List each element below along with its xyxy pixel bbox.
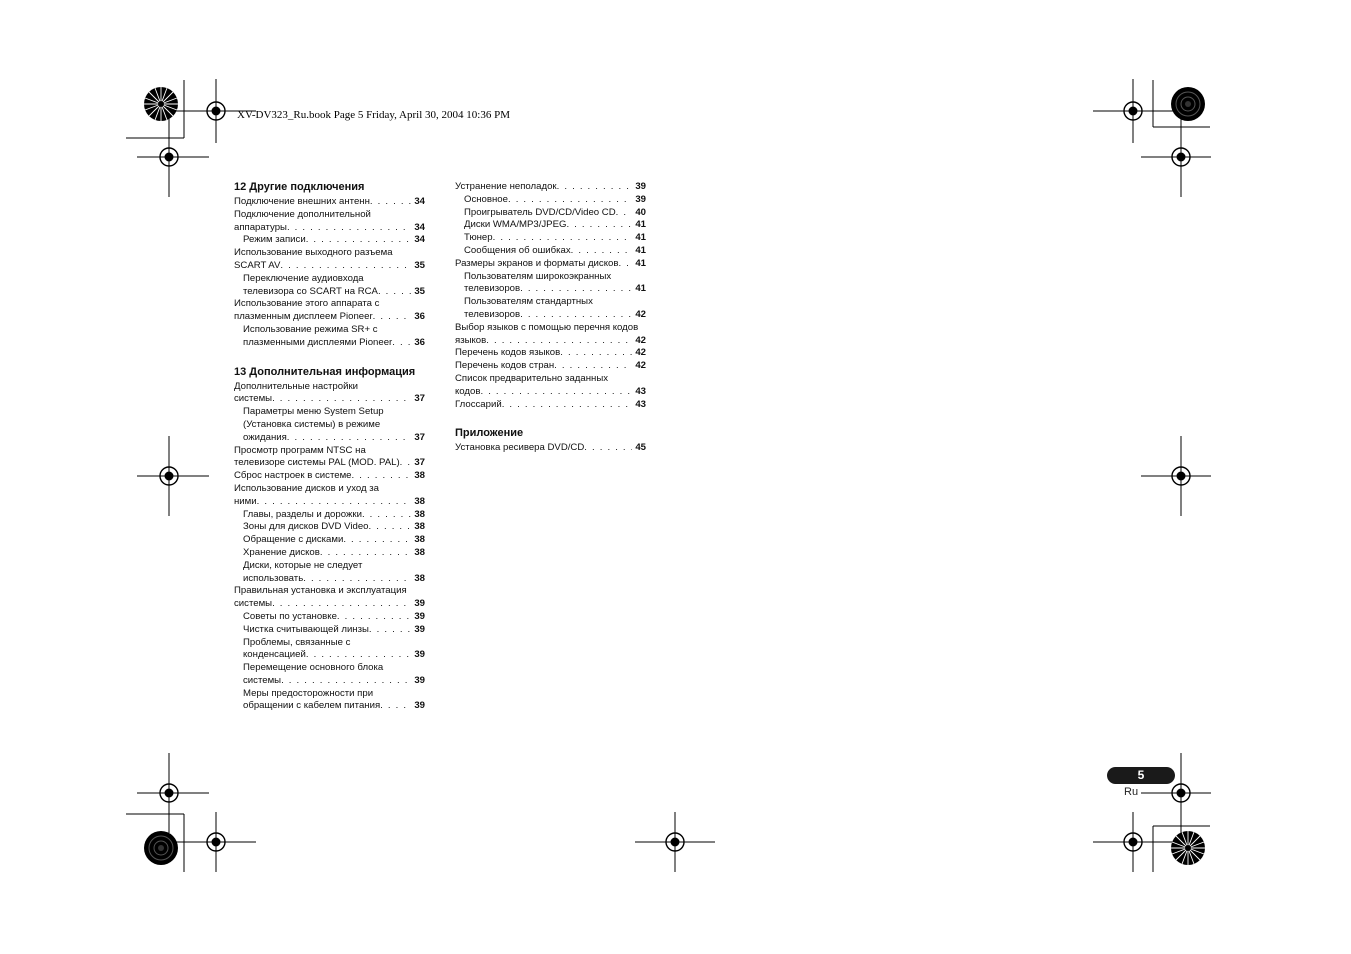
leader-dots xyxy=(303,573,411,586)
toc-entry-text: ними xyxy=(234,495,257,507)
toc-entry-text: Пользователям широкоэкранных xyxy=(464,270,612,282)
toc-entry-text: Режим записи xyxy=(243,234,306,246)
toc-page-number: 37 xyxy=(414,393,425,405)
toc-entry-text: Перечень кодов языков xyxy=(455,347,561,359)
toc-entry-text: Диски, которые не следует xyxy=(243,559,363,571)
toc-entry-text: системы xyxy=(234,393,273,405)
toc-entry-text: ожидания xyxy=(243,431,287,443)
toc-entry xyxy=(234,509,425,522)
toc-entry xyxy=(234,521,425,534)
toc-page-number: 35 xyxy=(414,285,425,297)
toc-entry-text: телевизоре системы PAL (MOD. PAL) xyxy=(234,457,400,469)
toc-entry-text: Правильная установка и эксплуатация xyxy=(234,585,407,597)
leader-dots xyxy=(320,547,411,560)
toc-entry xyxy=(455,258,646,271)
toc-page-number: 38 xyxy=(414,546,425,558)
toc-entry-text: кодов xyxy=(455,385,481,397)
leader-dots xyxy=(378,286,411,299)
leader-dots xyxy=(502,399,633,412)
toc-entry-text: (Установка системы) в режиме xyxy=(243,418,381,430)
toc-entry-text: конденсацией xyxy=(243,649,306,661)
toc-entry-text: использовать xyxy=(243,572,304,584)
leader-dots xyxy=(380,700,411,713)
section-13-continued-entries xyxy=(455,181,646,411)
leader-dots xyxy=(400,457,412,470)
toc-page-number: 37 xyxy=(414,457,425,469)
toc-page-number: 34 xyxy=(414,196,425,207)
toc-page-number: 39 xyxy=(414,623,425,635)
toc-left-column xyxy=(234,181,425,713)
leader-dots xyxy=(352,470,412,483)
leader-dots xyxy=(557,181,633,194)
toc-entry-text: Обращение с дисками xyxy=(243,534,344,546)
toc-entry xyxy=(455,232,646,245)
toc-entry-text: плазменными дисплеями Pioneer xyxy=(243,336,393,348)
toc-page-number: 34 xyxy=(414,221,425,233)
toc-entry xyxy=(234,298,425,324)
toc-entry-text: системы xyxy=(243,674,282,686)
leader-dots xyxy=(520,283,632,296)
toc-entry-text: Диски WMA/MP3/JPEG xyxy=(464,219,567,231)
leader-dots xyxy=(306,234,412,247)
leader-dots xyxy=(392,337,411,350)
leader-dots xyxy=(280,260,411,273)
toc-entry-text: телевизора со SCART на RCA xyxy=(243,285,378,297)
toc-page-number: 36 xyxy=(414,311,425,323)
toc-entry-text: Устранение неполадок xyxy=(455,181,557,192)
leader-dots xyxy=(337,611,411,624)
toc-entry-text: Параметры меню System Setup xyxy=(243,406,384,418)
toc-page-number: 42 xyxy=(635,334,646,346)
toc-entry-text: Чистка считывающей линзы xyxy=(243,623,369,635)
leader-dots xyxy=(287,222,411,235)
toc-entry-text: Подключение внешних антенн xyxy=(234,196,370,207)
section-13-title: 13 Дополнительная информация xyxy=(234,365,416,378)
toc-entry-text: Использование выходного разъема xyxy=(234,247,393,259)
toc-entry xyxy=(455,399,646,412)
toc-page-number: 38 xyxy=(414,470,425,482)
toc-entry xyxy=(455,373,646,399)
toc-entry-text: телевизоров xyxy=(464,308,521,320)
toc-entry xyxy=(455,219,646,232)
toc-page-number: 38 xyxy=(414,521,425,533)
toc-entry-text: плазменным дисплеем Pioneer xyxy=(234,311,373,323)
toc-page-number: 35 xyxy=(414,259,425,271)
leader-dots xyxy=(520,309,632,322)
toc-entry xyxy=(234,560,425,586)
toc-entry-text: Список предварительно заданных xyxy=(455,372,609,384)
leader-dots xyxy=(306,649,411,662)
leader-dots xyxy=(571,245,633,258)
toc-page-number: 39 xyxy=(414,610,425,622)
toc-page-number: 38 xyxy=(414,495,425,507)
toc-entry-text: Основное xyxy=(464,193,508,205)
toc-page-number: 39 xyxy=(414,598,425,610)
toc-page-number: 45 xyxy=(635,442,646,454)
toc-page-number: 38 xyxy=(414,572,425,584)
page-number-badge: 5 xyxy=(1107,767,1175,784)
toc-page-number: 39 xyxy=(635,193,646,205)
toc-page-number: 43 xyxy=(635,385,646,397)
toc-entry xyxy=(234,534,425,547)
toc-entry xyxy=(234,585,425,611)
toc-entry-text: системы xyxy=(234,598,273,610)
toc-page-number: 42 xyxy=(635,308,646,320)
toc-entry xyxy=(234,406,425,444)
section-12-entries xyxy=(234,196,425,350)
toc-entry xyxy=(234,662,425,688)
toc-entry-text: языков xyxy=(455,334,487,346)
leader-dots xyxy=(508,194,632,207)
toc-entry-text: Переключение аудиовхода xyxy=(243,272,364,284)
toc-entry-text: Использование дисков и уход за xyxy=(234,482,380,494)
leader-dots xyxy=(554,360,632,373)
leader-dots xyxy=(272,598,411,611)
toc-entry-text: Зоны для дисков DVD Video xyxy=(243,521,369,533)
toc-entry xyxy=(234,624,425,637)
leader-dots xyxy=(369,521,412,534)
toc-page-number: 41 xyxy=(635,283,646,295)
toc-page-number: 40 xyxy=(635,206,646,218)
leader-dots xyxy=(616,207,633,220)
toc-entry-text: Проблемы, связанные с xyxy=(243,636,351,648)
toc-entry-text: Перечень кодов стран xyxy=(455,360,555,372)
leader-dots xyxy=(618,258,632,271)
leader-dots xyxy=(362,509,411,522)
toc-page-number: 36 xyxy=(414,336,425,348)
toc-page-number: 39 xyxy=(635,181,646,192)
toc-entry xyxy=(234,445,425,471)
toc-page-number: 41 xyxy=(635,244,646,256)
toc-page-number: 38 xyxy=(414,534,425,546)
leader-dots xyxy=(272,393,411,406)
toc-page-number: 43 xyxy=(635,398,646,410)
section-13-entries xyxy=(234,381,425,714)
toc-entry xyxy=(455,245,646,258)
appendix-entries xyxy=(455,442,646,455)
toc-page-number: 41 xyxy=(635,232,646,244)
leader-dots xyxy=(566,219,632,232)
toc-entry xyxy=(234,247,425,273)
toc-page-number: 42 xyxy=(635,347,646,359)
leader-dots xyxy=(486,335,632,348)
leader-dots xyxy=(373,311,412,324)
toc-entry-text: Пользователям стандартных xyxy=(464,296,593,308)
toc-page-number: 34 xyxy=(414,234,425,246)
leader-dots xyxy=(287,432,412,445)
toc-entry-text: Размеры экранов и форматы дисков xyxy=(455,257,619,269)
toc-entry-text: Главы, разделы и дорожки xyxy=(243,508,362,520)
language-label: Ru xyxy=(1124,786,1139,798)
toc-entry-text: Выбор языков с помощью перечня кодов xyxy=(455,321,639,333)
toc-entry-text: телевизоров xyxy=(464,283,521,295)
toc-page-number: 39 xyxy=(414,649,425,661)
toc-entry xyxy=(455,194,646,207)
toc-entry xyxy=(234,196,425,209)
toc-entry xyxy=(234,483,425,509)
toc-entry-text: обращении с кабелем питания xyxy=(243,700,381,712)
toc-page-number: 37 xyxy=(414,431,425,443)
toc-page-number: 38 xyxy=(414,508,425,520)
toc-entry-text: Глоссарий xyxy=(455,398,502,410)
toc-entry-text: Советы по установке xyxy=(243,610,337,622)
toc-entry xyxy=(455,442,646,455)
leader-dots xyxy=(480,386,632,399)
toc-entry xyxy=(234,470,425,483)
toc-entry-text: Проигрыватель DVD/CD/Video CD xyxy=(464,206,616,218)
toc-entry-text: Использование этого аппарата с xyxy=(234,298,380,310)
toc-page-number: 41 xyxy=(635,219,646,231)
toc-entry xyxy=(234,637,425,663)
toc-entry xyxy=(234,688,425,714)
toc-entry xyxy=(234,381,425,407)
leader-dots xyxy=(560,347,632,360)
leader-dots xyxy=(257,496,412,509)
toc-entry-text: Подключение дополнительной xyxy=(234,208,371,220)
toc-entry-text: Сообщения об ошибках xyxy=(464,244,571,256)
toc-entry xyxy=(455,347,646,360)
toc-entry xyxy=(234,547,425,560)
leader-dots xyxy=(493,232,633,245)
leader-dots xyxy=(584,442,632,455)
toc-entry xyxy=(234,234,425,247)
toc-entry-text: SCART AV xyxy=(234,259,281,271)
leader-dots xyxy=(343,534,411,547)
toc-entry xyxy=(234,209,425,235)
file-info-header: XV-DV323_Ru.book Page 5 Friday, April 30, 2004 10:36 PM xyxy=(237,109,510,121)
section-12-title: 12 Другие подключения xyxy=(234,181,365,193)
appendix-title: Приложение xyxy=(455,427,524,440)
toc-entry-text: Тюнер xyxy=(464,232,493,244)
leader-dots xyxy=(369,624,411,637)
toc-entry xyxy=(234,611,425,624)
toc-entry xyxy=(455,181,646,194)
toc-right-column xyxy=(455,181,646,455)
toc-entry-text: аппаратуры xyxy=(234,221,287,233)
toc-entry xyxy=(455,207,646,220)
toc-entry xyxy=(455,322,646,348)
toc-entry xyxy=(455,296,646,322)
toc-entry-text: Перемещение основного блока xyxy=(243,662,384,674)
toc-entry-text: Хранение дисков xyxy=(243,546,320,558)
toc-page-number: 39 xyxy=(414,674,425,686)
toc-entry-text: Просмотр программ NTSC на xyxy=(234,444,366,456)
toc-entry-text: Установка ресивера DVD/CD xyxy=(455,442,585,454)
toc-page-number: 39 xyxy=(414,700,425,712)
toc-entry xyxy=(234,324,425,350)
toc-page-number: 41 xyxy=(635,257,646,269)
toc-entry xyxy=(455,271,646,297)
toc-page-number: 42 xyxy=(635,360,646,372)
toc-entry-text: Дополнительные настройки xyxy=(234,380,359,392)
toc-entry xyxy=(455,360,646,373)
leader-dots xyxy=(370,196,411,209)
leader-dots xyxy=(281,675,411,688)
toc-entry xyxy=(234,273,425,299)
toc-entry-text: Сброс настроек в системе xyxy=(234,470,352,482)
toc-entry-text: Использование режима SR+ с xyxy=(243,323,378,335)
toc-entry-text: Меры предосторожности при xyxy=(243,687,374,699)
